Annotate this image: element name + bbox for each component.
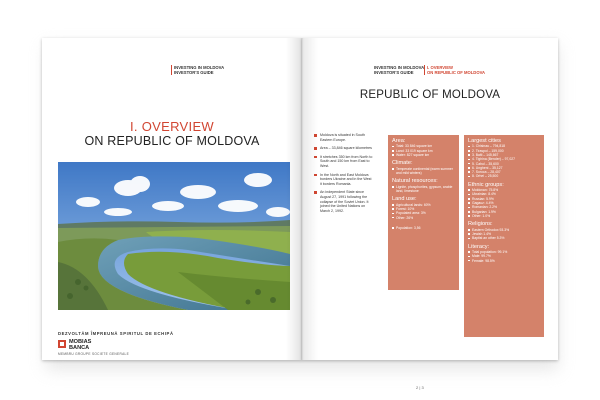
city-item: 3. Balti – 145,667 — [468, 153, 540, 157]
country-title: REPUBLIC OF MOLDOVA — [359, 89, 501, 101]
city-item: 4. Tighina (Bender) – 97,027 — [468, 157, 540, 161]
area-item: Land: 33 019 square km — [392, 149, 455, 153]
city-item: 8. Orhei – 25,500 — [468, 174, 540, 178]
ethnic-item: Gagauz: 4.4% — [468, 201, 540, 205]
land-use-item: Forest: 10% — [392, 207, 455, 211]
brand-name-line1: MOBIAS — [69, 339, 92, 345]
land-use-item: Populated area: 3% — [392, 211, 455, 215]
geography-box — [388, 135, 459, 290]
group-membership: MEMBRU GROUPE SOCIETE GENERALE — [58, 352, 129, 356]
city-item: 7. Soroca – 28,407 — [468, 170, 540, 174]
cities-heading: Largest cities — [468, 138, 501, 144]
religions-heading: Religions: — [468, 221, 493, 228]
chapter-line1: I. OVERVIEW — [427, 65, 453, 70]
population-item: Population: 3,56 — [392, 226, 455, 230]
land-use-heading: Land use: — [392, 196, 417, 203]
resources-heading: Natural resources: — [392, 178, 438, 185]
chapter-line2: ON REPUBLIC OF MOLDOVA — [427, 70, 486, 75]
religion-item: Eastern Orthodox 93.3% — [468, 228, 540, 232]
fact-item: Moldova is situated in South Eastern Europe. — [314, 133, 374, 142]
city-item: 2. Tiraspol – 159,000 — [468, 149, 540, 153]
ethnic-item: Moldovan: 75.8% — [468, 188, 540, 192]
left-page — [42, 38, 302, 360]
ethnic-item: Ukrainian: 8.4% — [468, 192, 540, 196]
city-item: 6. Ungheni – 35,127 — [468, 166, 540, 170]
overview-subtitle: ON REPUBLIC OF MOLDOVA — [84, 134, 260, 148]
fact-item: An independent State since August 27, 1991 following the collapse of the Soviet Union. It joined the United Nations on March 2, 1992. — [314, 190, 374, 213]
left-header-bar — [171, 65, 172, 75]
area-item: Total: 33 846 square km — [392, 144, 455, 148]
land-use-item: Other: 26% — [392, 216, 455, 220]
religion-item: Jewish 1.4% — [468, 232, 540, 236]
right-page — [302, 38, 558, 390]
ethnic-item: Other: 1.0% — [468, 214, 540, 218]
bank-logo-icon — [58, 340, 66, 348]
fact-item: Area – 33,846 square kilometres — [314, 146, 374, 151]
city-item: 5. Cahul – 35,600 — [468, 162, 540, 166]
brand-name-line2: BANCA — [69, 345, 90, 351]
left-header-line1: INVESTING IN MOLDOVA — [174, 65, 225, 70]
ethnic-heading: Ethnic groups: — [468, 181, 504, 188]
literacy-heading: Literacy: — [468, 243, 490, 250]
left-header — [174, 65, 224, 75]
river-valley-image — [58, 162, 290, 310]
page-numbers: 2 | 3 — [416, 385, 424, 390]
right-header-chapter — [427, 65, 485, 75]
literacy-item: Female: 98.5% — [468, 259, 540, 263]
right-header-line2: INVESTOR'S GUIDE — [374, 70, 414, 75]
left-header-line2: INVESTOR'S GUIDE — [174, 70, 214, 75]
ethnic-item: Russian: 5.9% — [468, 197, 540, 201]
climate-heading: Climate: — [392, 160, 413, 167]
climate-item: Temperate continental (warm summer and mild winters) — [392, 167, 455, 176]
overview-title: I. OVERVIEW — [130, 119, 214, 134]
demographics-box — [464, 135, 544, 337]
landscape-photo — [58, 162, 290, 310]
fact-item: In the North and East Moldova borders Ukraine and in the West it borders Romania. — [314, 173, 374, 187]
land-use-item: Agricultural lands: 60% — [392, 203, 455, 207]
ethnic-item: Romanian: 2.2% — [468, 205, 540, 209]
literacy-item: Total population: 99.1% — [468, 250, 540, 254]
bank-slogan: DEZVOLTĂM ÎMPREUNĂ SPIRITUL DE ECHIPĂ — [58, 331, 174, 336]
religion-item: Baptist an other 5.3% — [468, 236, 540, 240]
fact-item: It stretches 350 km from North to South and 150 km from East to West. — [314, 155, 374, 169]
right-header — [374, 65, 424, 75]
right-header-line1: INVESTING IN MOLDOVA — [374, 65, 425, 70]
ethnic-item: Bulgarian: 1.9% — [468, 210, 540, 214]
literacy-item: Male: 99.7% — [468, 254, 540, 258]
resources-item: Lignite, phosphorites, gypsum, arable land, limestone — [392, 185, 455, 194]
city-item: 1. Chisinau – 794,818 — [468, 144, 540, 148]
area-item: Water: 827 square km — [392, 153, 455, 157]
facts-list — [314, 133, 374, 217]
area-heading: Area: — [392, 138, 406, 144]
right-header-bar — [424, 65, 425, 75]
